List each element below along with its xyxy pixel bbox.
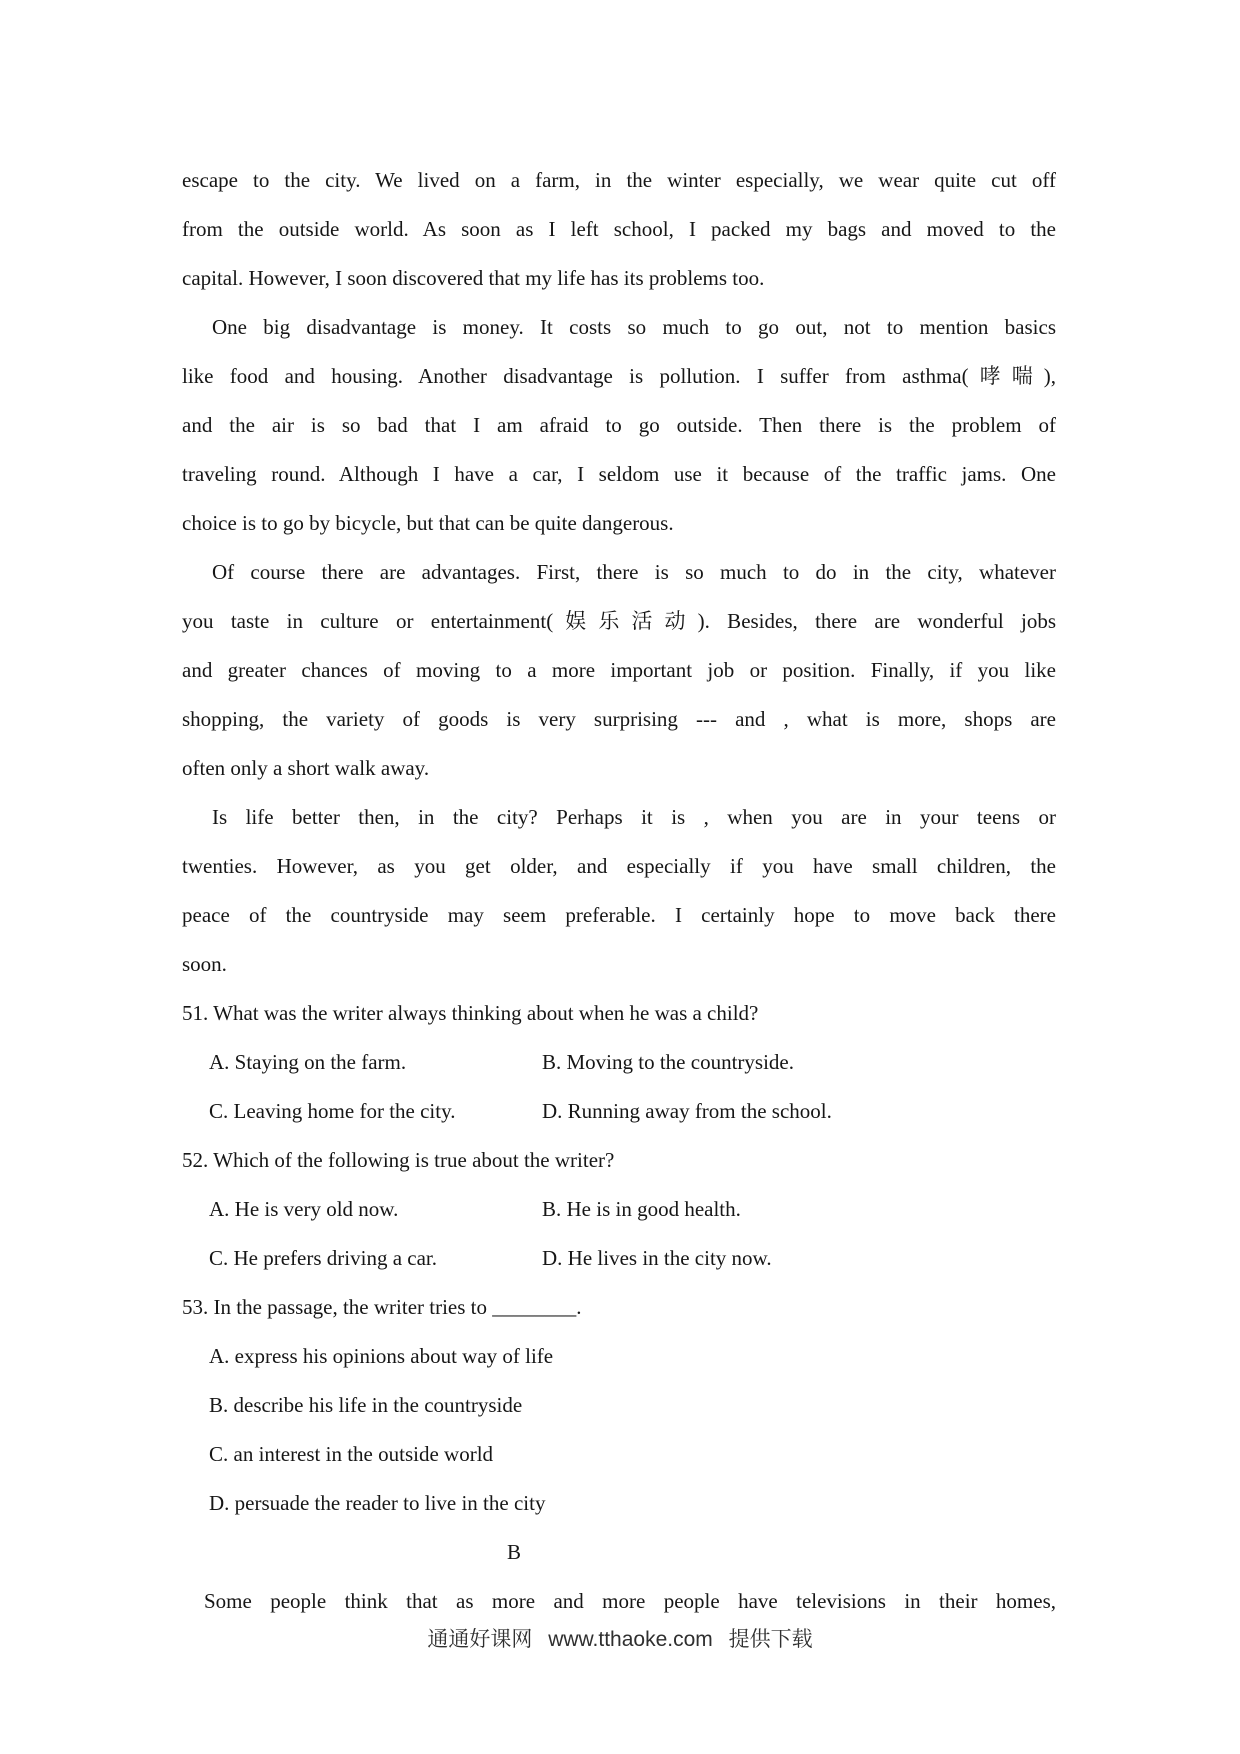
option-52-d: D. He lives in the city now. [542, 1246, 772, 1270]
option-51-c: C. Leaving home for the city. [209, 1099, 456, 1123]
option-53-b: B. describe his life in the countryside [209, 1393, 523, 1417]
option-51-d: D. Running away from the school. [542, 1099, 832, 1123]
option-53-c: C. an interest in the outside world [209, 1442, 494, 1466]
passage-line: choice is to go by bicycle, but that can be quite dangerous. [182, 511, 674, 535]
question-51-options-row-2 [182, 1087, 1056, 1136]
option-52-c: C. He prefers driving a car. [209, 1246, 437, 1270]
passage-line: and greater chances of moving to a more important job or position. Finally, if you like [182, 658, 1056, 682]
passage-line: often only a short walk away. [182, 756, 430, 780]
passage-line: like food and housing. Another disadvantage is pollution. I suffer from asthma(哮喘), [182, 364, 1056, 388]
passage-b-line: Some people think that as more and more people have televisions in their homes, [204, 1589, 1056, 1613]
question-53-stem: 53. In the passage, the writer tries to ________. [182, 1295, 582, 1319]
passage-line: peace of the countryside may seem preferable. I certainly hope to move back there [182, 903, 1056, 927]
option-53-a: A. express his opinions about way of life [209, 1344, 554, 1368]
exam-page-body [182, 156, 1056, 1626]
passage-line: traveling round. Although I have a car, I seldom use it because of the traffic jams. One [182, 462, 1056, 486]
question-52-options-row-1 [182, 1185, 1056, 1234]
passage-line: twenties. However, as you get older, and especially if you have small children, the [182, 854, 1056, 878]
option-51-a: A. Staying on the farm. [209, 1050, 407, 1074]
passage-line: you taste in culture or entertainment(娱乐活动). Besides, there are wonderful jobs [182, 609, 1056, 633]
question-52-options-row-2 [182, 1234, 1056, 1283]
passage-line: Of course there are advantages. First, there is so much to do in the city, whatever [212, 560, 1056, 584]
option-52-a: A. He is very old now. [209, 1197, 399, 1221]
passage-line: escape to the city. We lived on a farm, in the winter especially, we wear quite cut off [182, 168, 1056, 192]
passage-line: soon. [182, 952, 227, 976]
option-53-d: D. persuade the reader to live in the city [209, 1491, 546, 1515]
passage-line: Is life better then, in the city? Perhaps it is , when you are in your teens or [212, 805, 1056, 829]
passage-line: and the air is so bad that I am afraid to go outside. Then there is the problem of [182, 413, 1056, 437]
question-51-stem: 51. What was the writer always thinking about when he was a child? [182, 1001, 759, 1025]
question-51-options-row-1 [182, 1038, 1056, 1087]
passage-line: capital. However, I soon discovered that my life has its problems too. [182, 266, 765, 290]
option-51-b: B. Moving to the countryside. [542, 1050, 794, 1074]
question-52-stem: 52. Which of the following is true about the writer? [182, 1148, 615, 1172]
option-52-b: B. He is in good health. [542, 1197, 741, 1221]
passage-line: from the outside world. As soon as I left school, I packed my bags and moved to the [182, 217, 1056, 241]
passage-line: shopping, the variety of goods is very surprising --- and , what is more, shops are [182, 707, 1056, 731]
section-b-label: B [507, 1540, 522, 1564]
footer-watermark: 通通好课网 www.tthaoke.com 提供下载 [427, 1628, 813, 1651]
passage-line: One big disadvantage is money. It costs so much to go out, not to mention basics [212, 315, 1056, 339]
